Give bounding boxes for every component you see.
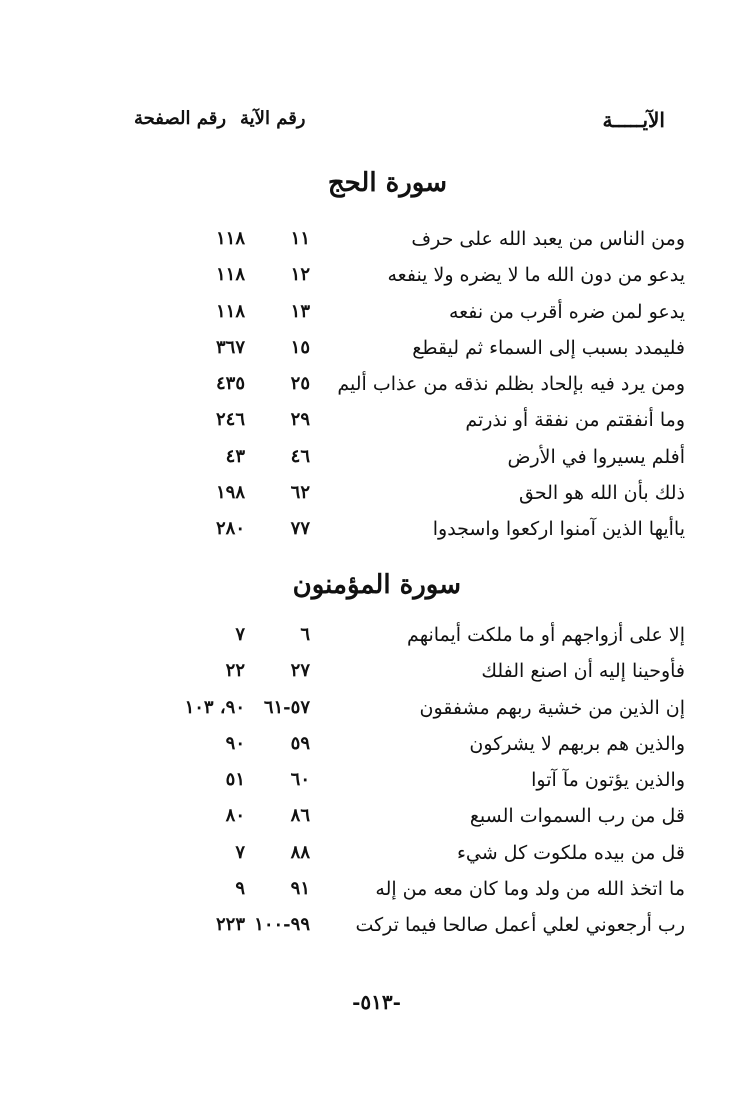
page-number: ٧ — [235, 624, 245, 645]
index-row — [120, 693, 685, 729]
ayah-text: فأوحينا إليه أن اصنع الفلك — [481, 660, 685, 683]
surah-muminun-entries — [120, 620, 685, 947]
page-number: ٢٨٠ — [215, 518, 245, 540]
index-row — [120, 874, 685, 910]
surah-title-hajj: سورة الحج — [327, 168, 447, 198]
ayah-number: ٩٩-١٠٠ — [254, 914, 310, 936]
index-row — [120, 260, 685, 296]
ayah-number: ٨٦ — [290, 805, 310, 827]
index-row — [120, 910, 685, 946]
index-row — [120, 297, 685, 333]
index-row — [120, 333, 685, 369]
ayah-number: ٢٧ — [290, 660, 310, 682]
page-number: ١٩٨ — [215, 482, 245, 504]
ayah-number: ١٢ — [290, 264, 310, 286]
ayah-text: ومن الناس من يعبد الله على حرف — [411, 228, 685, 250]
ayah-text: فليمدد بسبب إلى السماء ثم ليقطع — [412, 336, 685, 359]
ayah-text: إلا على أزواجهم أو ما ملكت أيمانهم — [407, 624, 685, 646]
surah-title-muminun: سورة المؤمنون — [292, 570, 461, 600]
ayah-number-label: رقم الآية — [240, 108, 306, 129]
ayah-number: ٦ — [300, 624, 310, 645]
page-number: ٥١ — [225, 769, 245, 791]
page-number: ١١٨ — [215, 264, 245, 286]
index-row — [120, 224, 685, 260]
ayah-number: ١٣ — [290, 300, 310, 322]
ayah-number: ٢٥ — [290, 373, 310, 395]
page-number: ٩٠، ١٠٣ — [184, 696, 245, 718]
ayah-number: ١٥ — [290, 336, 310, 358]
index-row — [120, 656, 685, 692]
page-footer-number: -٥١٣- — [352, 990, 401, 1014]
ayah-number: ٤٦ — [290, 445, 310, 467]
ayah-number: ٧٧ — [290, 518, 310, 540]
page-number: ٨٠ — [225, 805, 245, 827]
ayah-text: والذين يؤتون مآ آتوا — [531, 769, 685, 792]
page-number: ٧ — [235, 841, 245, 863]
page-number: ١١٨ — [215, 300, 245, 322]
ayah-text: إن الذين من خشية ربهم مشفقون — [419, 696, 685, 719]
ayah-number: ٥٧-٦١ — [263, 696, 310, 718]
page-number: ٢٢٣ — [215, 914, 245, 936]
index-row — [120, 801, 685, 837]
page-number: ٩ — [235, 878, 245, 900]
ayah-text: ما اتخذ الله من ولد وما كان معه من إله — [375, 878, 685, 901]
ayah-number: ٦٠ — [290, 769, 310, 791]
page-number: ٤٣ — [225, 445, 245, 467]
ayah-number: ٩١ — [290, 878, 310, 900]
column-header — [120, 108, 665, 148]
ayah-text: والذين هم بربهم لا يشركون — [469, 732, 685, 755]
index-row — [120, 442, 685, 478]
index-row — [120, 405, 685, 441]
ayah-number: ١١ — [290, 228, 310, 249]
page-number-label: رقم الصفحة — [134, 108, 227, 129]
ayah-column-label: الآيـــــة — [602, 108, 665, 132]
ayah-text: وما أنفقتم من نفقة أو نذرتم — [465, 409, 685, 432]
ayah-text: أفلم يسيروا في الأرض — [507, 445, 685, 468]
page-number: ١١٨ — [215, 228, 245, 249]
index-row — [120, 729, 685, 765]
page-number: ٢٤٦ — [215, 409, 245, 431]
ayah-number: ٦٢ — [290, 482, 310, 504]
ayah-text: قل من رب السموات السبع — [469, 805, 685, 828]
ayah-text: رب أرجعوني لعلي أعمل صالحا فيما تركت — [355, 914, 685, 937]
number-column-labels — [120, 108, 306, 129]
ayah-number: ٥٩ — [290, 732, 310, 754]
page-number: ٤٣٥ — [215, 373, 245, 395]
page-number: ٣٦٧ — [215, 336, 245, 358]
index-row — [120, 838, 685, 874]
index-row — [120, 369, 685, 405]
ayah-text: قل من بيده ملكوت كل شيء — [456, 841, 685, 864]
ayah-text: ومن يرد فيه بإلحاد بظلم نذقه من عذاب أليم — [337, 373, 685, 396]
ayah-text: ذلك بأن الله هو الحق — [518, 482, 685, 505]
ayah-number: ٨٨ — [290, 841, 310, 863]
index-row — [120, 478, 685, 514]
ayah-text: يدعو من دون الله ما لا يضره ولا ينفعه — [387, 264, 685, 287]
index-row — [120, 620, 685, 656]
index-row — [120, 765, 685, 801]
surah-hajj-entries — [120, 224, 685, 551]
ayah-text: يدعو لمن ضره أقرب من نفعه — [448, 300, 685, 323]
index-row — [120, 514, 685, 550]
ayah-number: ٢٩ — [290, 409, 310, 431]
page-number: ٢٢ — [225, 660, 245, 682]
ayah-text: ياأيها الذين آمنوا اركعوا واسجدوا — [432, 518, 685, 541]
page-number: ٩٠ — [225, 732, 245, 754]
